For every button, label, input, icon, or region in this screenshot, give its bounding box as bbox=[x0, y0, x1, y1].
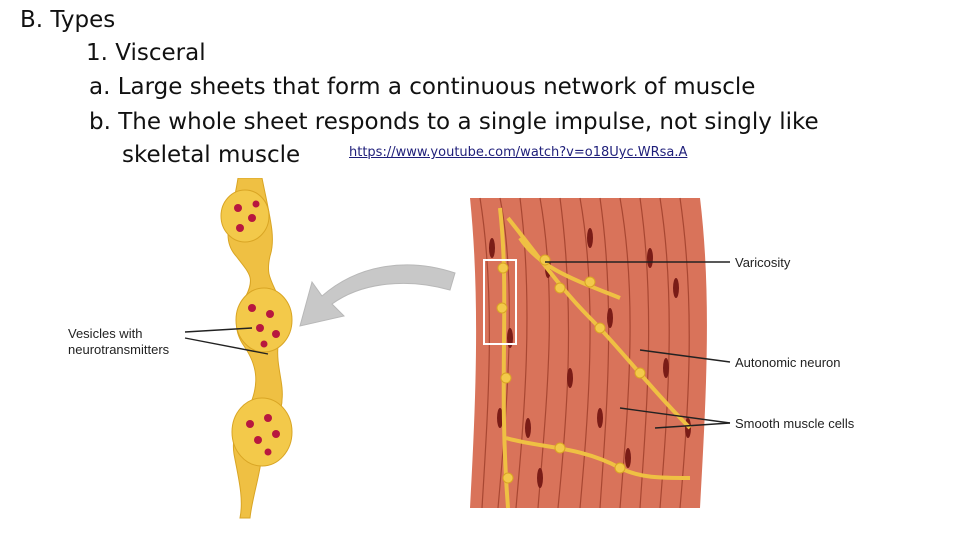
label-autonomic-neuron: Autonomic neuron bbox=[735, 355, 841, 370]
label-vesicles-2: neurotransmitters bbox=[68, 342, 170, 357]
smooth-muscle-cells bbox=[470, 198, 707, 508]
slide-subheading: 1. Visceral bbox=[86, 40, 206, 66]
point-b-line-2: skeletal muscle bbox=[122, 142, 301, 168]
label-smooth-muscle-cells: Smooth muscle cells bbox=[735, 416, 855, 431]
slide-heading: B. Types bbox=[20, 7, 116, 33]
point-a: a. Large sheets that form a continuous network of muscle bbox=[89, 74, 756, 100]
label-varicosity: Varicosity bbox=[735, 255, 791, 270]
smooth-muscle-diagram bbox=[0, 178, 960, 540]
curved-arrow bbox=[300, 265, 455, 326]
enlarged-neuron bbox=[221, 178, 292, 518]
point-b-line-1: b. The whole sheet responds to a single impulse, not singly like bbox=[89, 109, 819, 135]
label-vesicles-1: Vesicles with bbox=[68, 326, 143, 341]
video-link[interactable]: https://www.youtube.com/watch?v=o18Uyc.WRsa.A bbox=[349, 145, 688, 160]
